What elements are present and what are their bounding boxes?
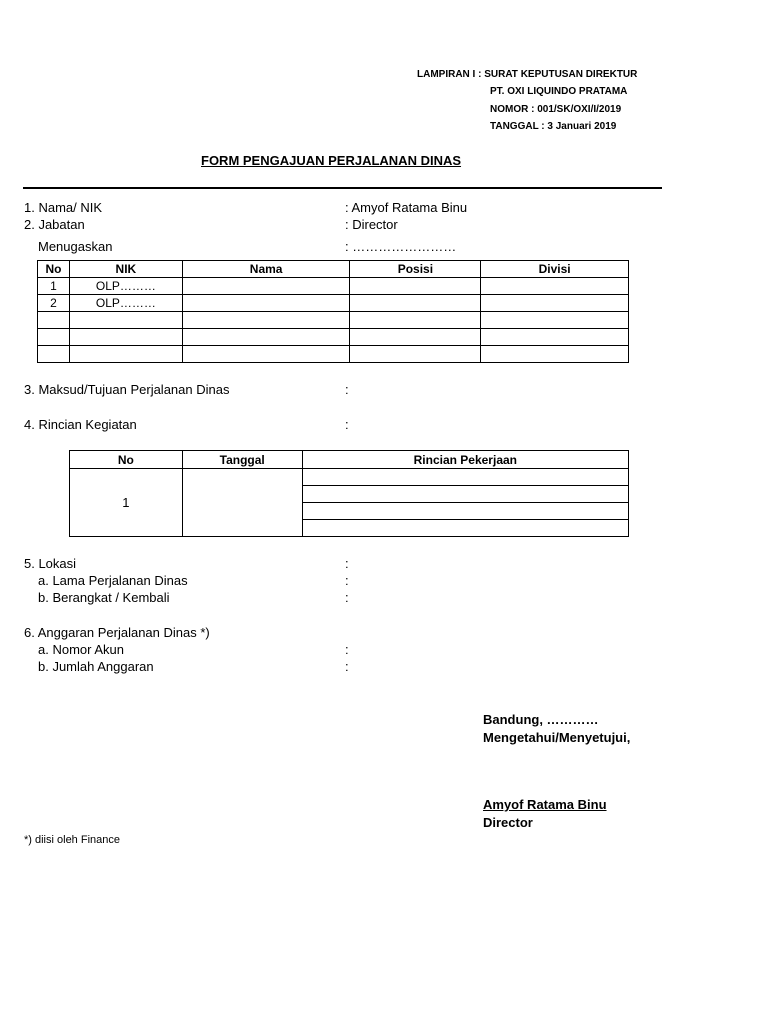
header-company: PT. OXI LIQUINDO PRATAMA xyxy=(490,86,628,97)
lama-colon: : xyxy=(345,573,349,588)
table-row xyxy=(38,278,629,295)
row-nik[interactable] xyxy=(69,329,182,346)
row-posisi[interactable] xyxy=(350,278,481,295)
jabatan-value: : Director xyxy=(345,217,398,232)
row-nik[interactable]: OLP……… xyxy=(69,278,182,295)
row-no xyxy=(38,329,70,346)
col-header-nik: NIK xyxy=(69,261,182,278)
row-nama[interactable] xyxy=(182,346,350,363)
jumlah-anggaran-label: b. Jumlah Anggaran xyxy=(38,659,154,674)
table-row xyxy=(38,346,629,363)
maksud-colon: : xyxy=(345,382,349,397)
col-header-posisi: Posisi xyxy=(350,261,481,278)
row-posisi[interactable] xyxy=(350,329,481,346)
col-header-tanggal: Tanggal xyxy=(182,451,302,469)
assignment-header-row xyxy=(38,261,629,278)
signatory-name: Amyof Ratama Binu xyxy=(483,797,607,812)
rincian-cell[interactable] xyxy=(302,520,628,537)
signature-approval: Mengetahui/Menyetujui, xyxy=(483,730,631,745)
activity-row-no: 1 xyxy=(70,469,183,537)
lama-label: a. Lama Perjalanan Dinas xyxy=(38,573,188,588)
form-title: FORM PENGAJUAN PERJALANAN DINAS xyxy=(201,153,462,168)
row-nama[interactable] xyxy=(182,278,350,295)
row-nama[interactable] xyxy=(182,329,350,346)
nomor-akun-label: a. Nomor Akun xyxy=(38,642,124,657)
lokasi-label: 5. Lokasi xyxy=(24,556,77,571)
row-divisi[interactable] xyxy=(481,346,629,363)
col-header-no: No xyxy=(38,261,70,278)
row-no: 1 xyxy=(38,278,70,295)
activity-header-row xyxy=(70,451,629,469)
table-row xyxy=(38,295,629,312)
col-header-nama: Nama xyxy=(182,261,350,278)
assignment-table xyxy=(37,260,629,363)
row-nik[interactable]: OLP……… xyxy=(69,295,182,312)
activity-table xyxy=(69,450,629,537)
row-posisi[interactable] xyxy=(350,312,481,329)
signatory-position: Director xyxy=(483,815,533,830)
header-line-1: LAMPIRAN I : SURAT KEPUTUSAN DIREKTUR xyxy=(417,69,638,80)
menugaskan-value: : …………………… xyxy=(345,239,457,254)
rincian-cell[interactable] xyxy=(302,486,628,503)
row-posisi[interactable] xyxy=(350,295,481,312)
maksud-label: 3. Maksud/Tujuan Perjalanan Dinas xyxy=(24,382,230,397)
lokasi-colon: : xyxy=(345,556,349,571)
nomor-akun-colon: : xyxy=(345,642,349,657)
jabatan-label: 2. Jabatan xyxy=(24,217,85,232)
col-header-rincian: Rincian Pekerjaan xyxy=(302,451,628,469)
table-row xyxy=(38,329,629,346)
rincian-cell[interactable] xyxy=(302,503,628,520)
row-posisi[interactable] xyxy=(350,346,481,363)
row-nik[interactable] xyxy=(69,312,182,329)
rincian-cell[interactable] xyxy=(302,469,628,486)
row-nama[interactable] xyxy=(182,295,350,312)
footnote: *) diisi oleh Finance xyxy=(24,834,120,846)
activity-tanggal-cell[interactable] xyxy=(182,469,302,537)
title-divider xyxy=(23,187,662,189)
rincian-label: 4. Rincian Kegiatan xyxy=(24,417,137,432)
row-divisi[interactable] xyxy=(481,312,629,329)
row-no xyxy=(38,312,70,329)
header-number: NOMOR : 001/SK/OXI/I/2019 xyxy=(490,104,622,115)
berangkat-colon: : xyxy=(345,590,349,605)
table-row xyxy=(38,312,629,329)
header-date: TANGGAL : 3 Januari 2019 xyxy=(490,121,617,132)
jumlah-anggaran-colon: : xyxy=(345,659,349,674)
row-no: 2 xyxy=(38,295,70,312)
row-no xyxy=(38,346,70,363)
anggaran-label: 6. Anggaran Perjalanan Dinas *) xyxy=(24,625,210,640)
nama-label: 1. Nama/ NIK xyxy=(24,200,103,215)
table-row xyxy=(70,469,629,486)
rincian-colon: : xyxy=(345,417,349,432)
nama-value: : Amyof Ratama Binu xyxy=(345,200,468,215)
menugaskan-label: Menugaskan xyxy=(38,239,113,254)
row-divisi[interactable] xyxy=(481,278,629,295)
col-header-divisi: Divisi xyxy=(481,261,629,278)
col-header-no: No xyxy=(70,451,183,469)
row-nik[interactable] xyxy=(69,346,182,363)
signature-place-date: Bandung, ………… xyxy=(483,712,599,727)
row-nama[interactable] xyxy=(182,312,350,329)
berangkat-label: b. Berangkat / Kembali xyxy=(38,590,170,605)
row-divisi[interactable] xyxy=(481,329,629,346)
row-divisi[interactable] xyxy=(481,295,629,312)
